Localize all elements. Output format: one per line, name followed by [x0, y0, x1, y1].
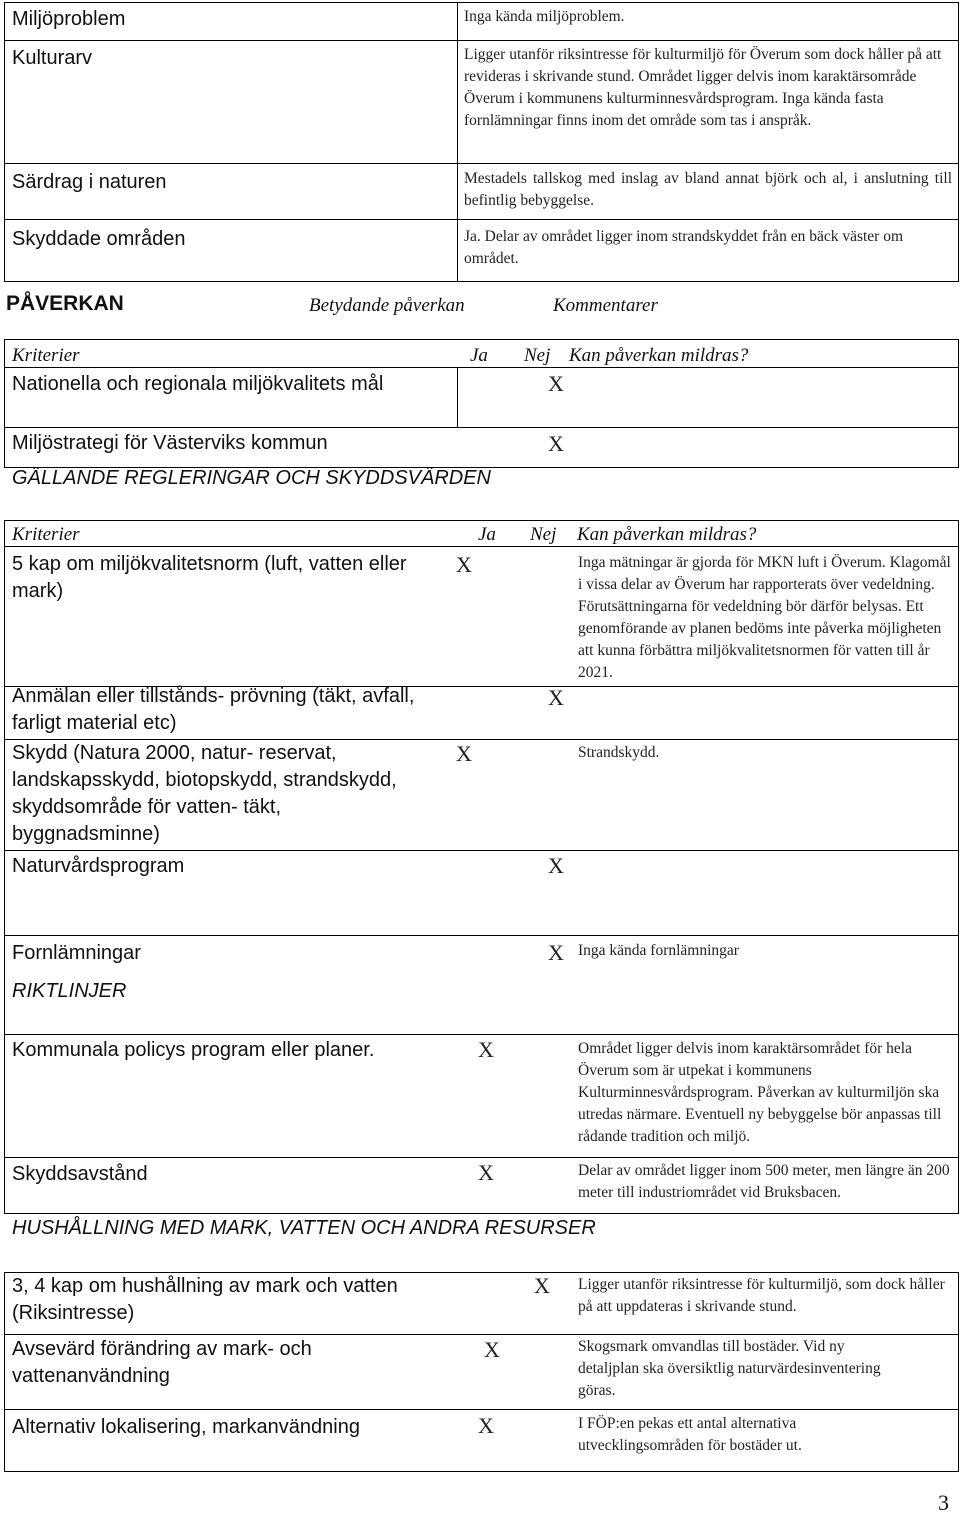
- info-label-sardrag: Särdrag i naturen: [12, 171, 167, 193]
- row-label-alternativ: Alternativ lokalisering, markanvändning: [12, 1416, 360, 1438]
- row-comment-skydd: Strandskydd.: [578, 744, 660, 761]
- row-nej-fornlamningar: X: [548, 940, 564, 965]
- row-nej-miljostrategi: X: [548, 431, 564, 456]
- header-kan-paverkan: Kan påverkan mildras?: [569, 345, 749, 366]
- kommentarer-heading: Kommentarer: [553, 295, 658, 316]
- row-label-fornlamningar: Fornlämningar: [12, 942, 141, 964]
- row-comment-alternativ: I FÖP:en pekas ett antal alternativa utvecklingsområden för bostäder ut.: [578, 1415, 802, 1454]
- page-number: 3: [938, 1490, 949, 1515]
- section-title-hushallning: HUSHÅLLNING MED MARK, VATTEN OCH ANDRA RESURSER: [12, 1217, 596, 1239]
- header2-nej: Nej: [530, 524, 557, 545]
- header-nej: Nej: [524, 345, 551, 366]
- row-nej-hushallning: X: [534, 1273, 550, 1298]
- info-label-skyddade: Skyddade områden: [12, 228, 186, 250]
- header2-kriterier: Kriterier: [12, 524, 80, 545]
- header2-ja: Ja: [478, 524, 496, 545]
- info-label-kulturarv: Kulturarv: [12, 47, 93, 69]
- row-nej-nationella: X: [548, 371, 564, 396]
- row-label-miljostrategi: Miljöstrategi för Västerviks kommun: [12, 432, 328, 454]
- row-comment-fornlamningar: Inga kända fornlämningar: [578, 942, 739, 959]
- section-title-riktlinjer: RIKTLINJER: [12, 980, 127, 1002]
- row-ja-avsevard: X: [484, 1337, 500, 1362]
- row-ja-skyddsavstand: X: [478, 1160, 494, 1185]
- section-title-gallande: GÄLLANDE REGLERINGAR OCH SKYDDSVÄRDEN: [12, 467, 492, 489]
- row-comment-skyddsavstand: Delar av området ligger inom 500 meter, men längre än 200 meter till industriområdet vid Bruksbacen.: [578, 1162, 950, 1201]
- info-value-kulturarv: Ligger utanför riksintresse för kulturmiljö för Överum som dock håller på att revideras i skrivande stund. Området ligger delvis inom karaktärsområde Överum i kommunens kulturminnesvårdsprogram. Inga kända fasta fornlämningar finns inom det område som tas i anspråk.: [464, 46, 942, 129]
- row-ja-alternativ: X: [478, 1413, 494, 1438]
- header-kriterier: Kriterier: [12, 345, 80, 366]
- row-label-skyddsavstand: Skyddsavstånd: [12, 1163, 148, 1185]
- row-ja-5kap: X: [456, 552, 472, 577]
- row-comment-avsevard: Skogsmark omvandlas till bostäder. Vid ny detaljplan ska översiktlig naturvärdesinventering göras.: [578, 1338, 881, 1399]
- row-label-5kap: 5 kap om miljökvalitetsnorm (luft, vatten eller mark): [12, 553, 407, 602]
- info-value-sardrag: Mestadels tallskog med inslag av bland annat björk och al, i anslutning till befintlig bebyggelse.: [464, 170, 952, 209]
- row-nej-anmalan: X: [548, 685, 564, 710]
- row-nej-naturvard: X: [548, 853, 564, 878]
- paverkan-title: PÅVERKAN: [6, 292, 124, 315]
- row-label-avsevard: Avsevärd förändring av mark- och vattenanvändning: [12, 1338, 312, 1387]
- row-label-skydd: Skydd (Natura 2000, natur- reservat, landskapsskydd, biotopskydd, strandskydd, skyddsområde för vatten- täkt, byggnadsminne): [12, 742, 397, 845]
- row-comment-hushallning: Ligger utanför riksintresse för kulturmiljö, som dock håller på att uppdateras i skrivande stund.: [578, 1276, 945, 1315]
- row-label-hushallning: 3, 4 kap om hushållning av mark och vatten (Riksintresse): [12, 1275, 398, 1324]
- row-label-anmalan: Anmälan eller tillstånds- prövning (täkt, avfall, farligt material etc): [12, 685, 415, 734]
- row-ja-kommunala: X: [478, 1037, 494, 1062]
- info-value-skyddade: Ja. Delar av området ligger inom strandskyddet från en bäck väster om området.: [464, 228, 904, 267]
- info-label-miljoproblem: Miljöproblem: [12, 8, 126, 30]
- info-value-miljoproblem: Inga kända miljöproblem.: [464, 8, 625, 25]
- header2-kan-paverkan: Kan påverkan mildras?: [577, 524, 757, 545]
- row-comment-kommunala: Området ligger delvis inom karaktärsområdet för hela Överum som är utpekat i kommunens Kulturminnesvårdsprogram. Påverkan av kulturmiljön ska utredas närmare. Eventuell ny bebyggelse bör anpassas till rådande tradition och miljö.: [578, 1040, 942, 1145]
- betydande-paverkan-heading: Betydande påverkan: [309, 295, 465, 316]
- row-comment-5kap: Inga mätningar är gjorda för MKN luft i Överum. Klagomål i vissa delar av Överum har rapporterats över vedeldning. Förutsättningarna för vedeldning bör därför belysas. Ett genomförande av planen bedöms inte påverka möjligheten att kunna förbättra miljökvalitetsnormen för vatten till år 2021.: [578, 554, 951, 681]
- header-ja: Ja: [470, 345, 488, 366]
- row-label-nationella: Nationella och regionala miljökvalitets mål: [12, 373, 384, 395]
- row-ja-skydd: X: [456, 741, 472, 766]
- row-label-kommunala: Kommunala policys program eller planer.: [12, 1039, 375, 1061]
- row-label-naturvard: Naturvårdsprogram: [12, 855, 185, 877]
